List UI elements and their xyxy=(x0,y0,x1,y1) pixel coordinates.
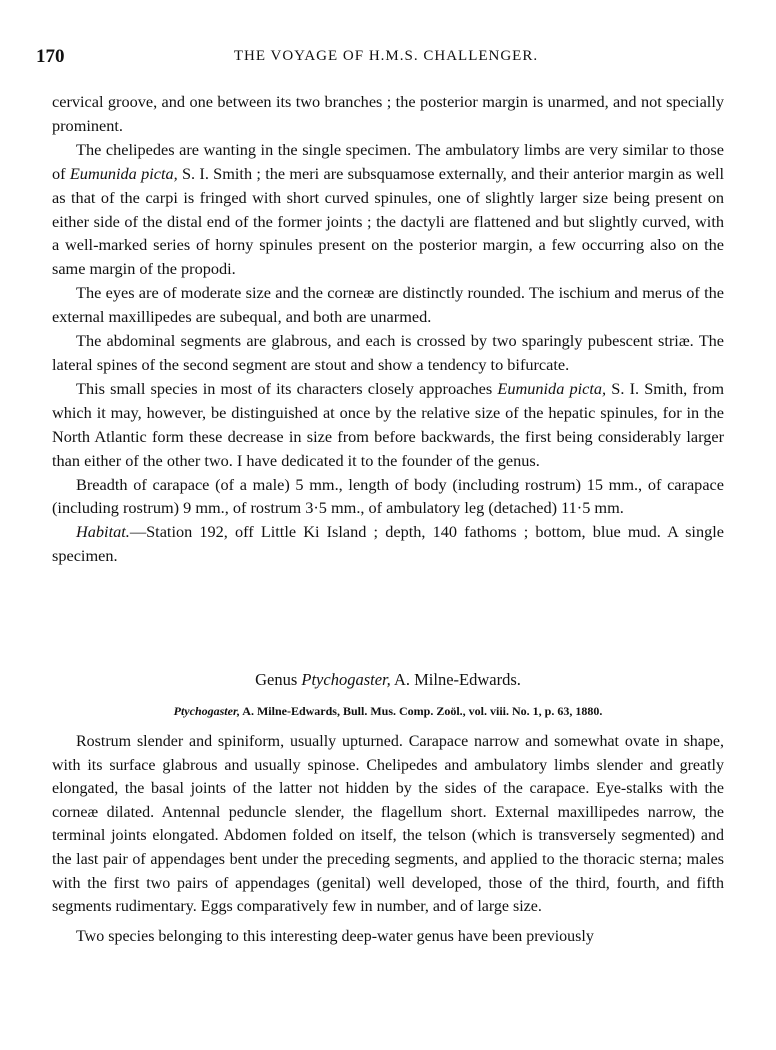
paragraph-measurements xyxy=(52,473,724,521)
genus-citation xyxy=(52,702,724,720)
genus-description xyxy=(52,730,724,948)
genus-heading xyxy=(52,668,724,692)
paragraph-text: The chelipedes are wanting in the single specimen. The ambulatory limbs are very similar to those of xyxy=(52,139,724,183)
paragraph-continuation xyxy=(52,90,724,138)
paragraph-text: S. I. Smith, from which it may, however, be distinguished at once by the relative size of the hepatic spinules, for in the North Atlantic form these decrease in size from before backwards, the first being considerably larger than either of the other two. I have dedicated it to the founder of the genus. xyxy=(52,378,724,470)
heading-text: Genus xyxy=(255,670,302,689)
paragraph-limbs xyxy=(52,138,724,281)
paragraph-text: The eyes are of moderate size and the corneæ are distinctly rounded. The ischium and merus of the external maxillipedes are subequal, and both are unarmed. xyxy=(52,283,724,327)
body-text xyxy=(52,90,724,568)
genus-section xyxy=(52,668,724,948)
paragraph-eyes xyxy=(52,281,724,329)
paragraph-text: This small species in most of its characters closely approaches xyxy=(76,378,498,398)
paragraph-text: Two species belonging to this interesting deep-water genus have been previously xyxy=(76,927,594,945)
page-number: 170 xyxy=(36,46,65,67)
paragraph-text: cervical groove, and one between its two branches ; the posterior margin is unarmed, and not specially prominent. xyxy=(52,92,724,135)
paragraph-text: Breadth of carapace (of a male) 5 mm., length of body (including rostrum) 15 mm., of carapace (including rostrum) 9 mm., of rostrum 3·5 mm., of ambulatory leg (detached) 11·5 mm. xyxy=(52,474,724,518)
genus-name: Ptychogaster, xyxy=(301,670,391,689)
paragraph-text: The abdominal segments are glabrous, and each is crossed by two sparingly pubescent striæ. The lateral spines of the second segment are stout and show a tendency to bifurcate. xyxy=(52,331,724,374)
paragraph-habitat xyxy=(52,520,724,568)
paragraph-text: S. I. Smith ; the meri are subsquamose externally, and their anterior margin as well as that of the carpi is fringed with short curved spinules, one of slightly larger size being present on either side of the distal end of the former joints ; the dactyli are flattened and but slightly curved, with a well-marked series of horny spinules present on the posterior margin, a few occurring also on the same margin of the propodi. xyxy=(52,163,724,279)
citation-genus-name: Ptychogaster, xyxy=(173,704,240,718)
habitat-label: Habitat. xyxy=(76,522,130,542)
paragraph-abdomen xyxy=(52,329,724,377)
species-name: Eumunida picta, xyxy=(497,378,607,398)
running-head: THE VOYAGE OF H.M.S. CHALLENGER. xyxy=(233,48,539,64)
paragraph-text: Rostrum slender and spiniform, usually upturned. Carapace narrow and somewhat ovate in shape, with its surface glabrous and usually spinose. Chelipedes and ambulatory limbs slender and greatly elongated, the basal joints of the latter not hidden by the sides of the carapace. Eye-stalks with the corneæ dilated. Antennal peduncle slender, the flagellum short. External maxillipedes narrow, the terminal joints elongated. Abdomen folded on itself, the telson (which is transversely segmented) and the last pair of appendages bent under the preceding segments, and applied to the thoracic sterna; males with the first two pairs of appendages (genital) well developed, those of the third, fourth, and fifth segments rudimentary. Eggs comparatively few in number, and of large size. xyxy=(52,733,724,916)
paragraph-comparison xyxy=(52,377,724,473)
paragraph-genus-characters xyxy=(52,730,724,919)
page-header xyxy=(36,46,736,70)
species-name: Eumunida picta, xyxy=(69,163,178,183)
heading-text: A. Milne-Edwards. xyxy=(390,670,521,689)
paragraph-text: —Station 192, off Little Ki Island ; depth, 140 fathoms ; bottom, blue mud. A single specimen. xyxy=(52,522,724,566)
citation-text: A. Milne-Edwards, Bull. Mus. Comp. Zoöl., vol. viii. No. 1, p. 63, 1880. xyxy=(239,704,603,718)
paragraph-closing xyxy=(52,925,724,949)
